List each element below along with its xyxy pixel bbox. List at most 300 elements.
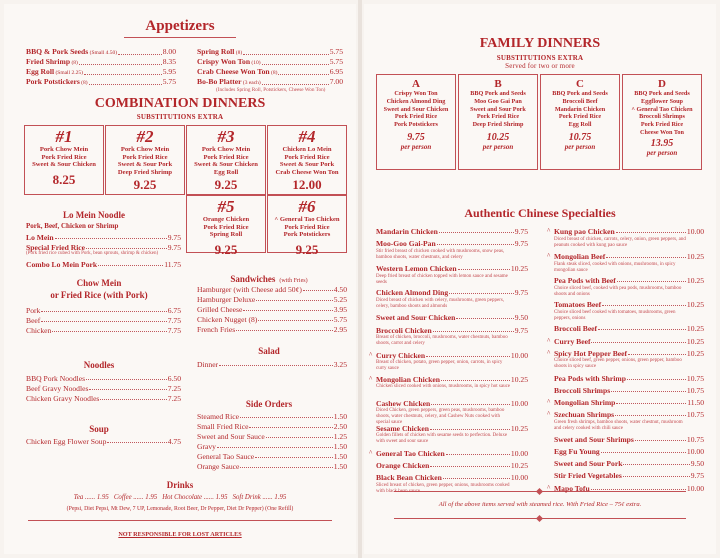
chowmein-subtitle: or Fried Rice (with Pork): [50, 290, 148, 300]
leader-dots: [611, 386, 686, 392]
specialty-item: [554, 300, 704, 309]
item-name: Hamburger Deluxe: [197, 295, 256, 304]
specialty-description: Stir fried breast of chicken cooked with mushrooms, snow peas, bamboo shoots, water chestnuts, and celery: [376, 248, 505, 260]
item-price: 1.50: [333, 442, 347, 451]
drinks-line: Tea ...... 1.95 Coffee ...... 1.95 Hot Chocolate ...... 1.95 Soft Drink ...... 1.95: [73, 494, 287, 501]
specialty-description: Choice sliced beef, green pepper, onions, green pepper, bamboo shoots in spicy sauce: [554, 358, 682, 370]
sandwich-item: [197, 305, 347, 314]
appetizers-title: Appetizers: [145, 18, 215, 34]
specialty-item: [554, 484, 704, 493]
spicy-mark-icon: ^: [547, 348, 551, 357]
leader-dots: [616, 227, 686, 233]
specialty-item: [554, 459, 704, 468]
specialty-description: Diced breast of chicken with celery, mushrooms, green peppers, celery, bamboo shoots and almonds: [376, 297, 505, 309]
leader-dots: [240, 462, 332, 468]
item-price: 5.75: [162, 77, 176, 86]
item-price: 4.50: [333, 285, 347, 294]
leader-dots: [627, 374, 686, 380]
appetizer-item: [197, 77, 343, 88]
combo-item: Chicken Lo Mein: [282, 146, 332, 153]
family-dinners-title: FAMILY DINNERS: [479, 36, 601, 51]
item-price: 10.00: [510, 449, 528, 458]
left-menu-page: [4, 4, 356, 554]
specialties-footer: All of the above items served with steamed rice. With Fried Rice – 75¢ extra.: [438, 501, 642, 508]
family-per-person: per person: [646, 148, 678, 157]
leader-dots: [98, 260, 163, 266]
leader-dots: [426, 351, 510, 357]
family-price: 10.75: [568, 131, 592, 143]
family-per-person: per person: [482, 142, 514, 151]
spicy-mark-icon: ^: [369, 350, 373, 359]
item-price: 7.25: [167, 394, 181, 403]
item-price: 5.75: [329, 57, 343, 66]
item-name: Hamburger (with Cheese add 50¢): [197, 285, 302, 294]
leader-dots: [431, 399, 510, 405]
item-name: Crab Cheese Won Ton (8): [197, 67, 278, 76]
item-price: 9.75: [514, 239, 528, 249]
specialty-item: [554, 471, 704, 480]
combo-item: Orange Chicken: [202, 216, 250, 223]
specialty-item: [554, 324, 704, 333]
leader-dots: [446, 449, 510, 455]
leader-dots: [443, 473, 510, 479]
item-price: 8.35: [162, 57, 176, 66]
item-price: 9.75: [514, 288, 528, 298]
item-price: 1.50: [333, 412, 347, 421]
spicy-mark-icon: ^: [547, 483, 551, 492]
salad-title: Salad: [258, 346, 280, 356]
item-price: 2.50: [333, 422, 347, 431]
leader-dots: [430, 424, 510, 430]
combo-item: Pork Chow Mein: [39, 146, 89, 153]
item-price: 10.75: [686, 410, 704, 419]
leader-dots: [240, 412, 333, 418]
item-name: Mongolian Beef: [554, 252, 606, 262]
family-item: Pork Fried Rice: [476, 113, 520, 121]
side-order-item: [197, 432, 347, 441]
combo-price: 9.25: [133, 177, 157, 193]
item-name: Moo-Goo Gai-Pan: [376, 239, 436, 249]
leader-dots: [437, 239, 514, 245]
item-name: Black Bean Chicken: [376, 473, 442, 483]
family-item: Sweet and Sour Chicken: [383, 105, 449, 113]
spicy-mark-icon: ^: [547, 252, 551, 261]
specialty-description: Chicken sliced cooked with onions, mushrooms, in spicy hot sauce: [376, 384, 511, 390]
combo-item: Pork Fried Rice: [122, 153, 168, 161]
salad-item: [197, 360, 347, 369]
combo-item: Pork Potstickers: [283, 231, 331, 239]
combo-price: 9.25: [295, 241, 319, 257]
family-item: Broccoli Shrimps: [639, 113, 685, 121]
page-fold: [358, 0, 362, 558]
specialty-item: [554, 252, 704, 261]
item-name: Sweet and Sour Shrimps: [554, 435, 634, 445]
leader-dots: [591, 484, 686, 490]
leader-dots: [249, 422, 332, 428]
leader-dots: [256, 295, 332, 301]
family-per-person: per person: [564, 142, 596, 151]
leader-dots: [266, 432, 333, 438]
leader-dots: [616, 398, 686, 404]
combo-price: 12.00: [292, 177, 322, 193]
leader-dots: [100, 394, 166, 400]
item-price: 9.75: [167, 233, 181, 242]
item-name: Kung pao Chicken: [554, 227, 615, 236]
item-price: 10.00: [686, 447, 704, 457]
leader-dots: [258, 315, 332, 321]
family-item: Pork Fried Rice: [558, 113, 602, 121]
family-dinner-box: [540, 74, 620, 170]
item-price: 10.25: [686, 348, 704, 358]
drinks-note: (Pepsi, Diet Pepsi, Mt Dew, 7 UP, Lemonade, Root Beer, Dr Pepper, Diet Dr Pepper) (One Refill): [66, 506, 294, 512]
item-price: 5.95: [162, 67, 176, 76]
leader-dots: [303, 285, 333, 291]
specialty-item: [376, 375, 528, 384]
specialty-description: Diced breast of chicken, carrots, celery, onion, green peppers, and peanuts cooked with kung pao sauce: [554, 236, 686, 248]
item-name: BBQ & Pork Seeds (Small 4.50): [26, 47, 118, 56]
leader-dots: [219, 360, 333, 366]
appetizers-underline: [124, 37, 236, 38]
family-item: Pork Fried Rice: [394, 113, 438, 121]
item-price: 7.00: [329, 77, 343, 86]
noodle-item: [26, 394, 181, 403]
family-dinner-box: [458, 74, 538, 170]
leader-dots: [602, 300, 686, 306]
item-price: 3.25: [333, 360, 347, 369]
item-name: Spicy Hot Pepper Beef: [554, 348, 628, 358]
item-price: 5.75: [333, 315, 347, 324]
item-name: Bo-Bo Platter (3 each): [197, 77, 261, 86]
item-name: Western Lemon Chicken: [376, 264, 457, 274]
item-price: 10.75: [686, 385, 704, 395]
item-price: 6.50: [167, 374, 181, 383]
specialty-item: [554, 349, 704, 358]
item-price: 4.75: [167, 437, 181, 446]
combo-item: Pork Chow Mein: [120, 146, 170, 153]
combo-number: #5: [217, 197, 235, 216]
family-served-note: Served for two or more: [505, 62, 575, 70]
combo-item: Sweet & Sour Chicken: [32, 161, 96, 169]
leader-dots: [86, 374, 167, 380]
family-subtitle: SUBSTITUTIONS EXTRA: [496, 54, 584, 62]
item-price: 7.75: [167, 326, 181, 335]
leader-dots: [84, 67, 162, 75]
chowmein-item: [26, 306, 181, 315]
leader-dots: [86, 243, 167, 249]
item-price: 10.25: [510, 461, 528, 471]
sandwich-item: [197, 295, 347, 304]
lost-articles-footer: NOT RESPONSIBLE FOR LOST ARTICLES: [118, 531, 242, 538]
specialty-item: [376, 449, 528, 458]
item-price: 6.95: [329, 67, 343, 76]
footer-ornament-bottom: [394, 516, 686, 521]
item-name: Sweet and Sour Pork: [554, 459, 623, 469]
combo-item: Pork Chow Mein: [201, 146, 251, 153]
item-name: Chicken: [26, 326, 52, 335]
specialty-item: [376, 326, 528, 335]
specialty-item: [376, 399, 528, 408]
item-name: Fried Shrimp (8): [26, 57, 78, 66]
spicy-mark-icon: ^: [369, 449, 373, 457]
item-name: Chicken Almond Ding: [376, 288, 449, 298]
specialty-item: [554, 227, 704, 236]
family-item: Pork Fried Rice: [640, 121, 684, 129]
specialty-description: Flank steak sliced, cooked with onions, mushrooms, in spicy mongolian sauce: [554, 261, 676, 273]
item-name: Grilled Cheese: [197, 305, 243, 314]
item-price: 9.50: [690, 459, 704, 469]
item-name: Combo Lo Mein Pork: [26, 260, 98, 269]
lomein-item: [26, 243, 181, 252]
spicy-mark-icon: ^: [547, 410, 551, 418]
item-name: Gravy: [197, 442, 216, 451]
leader-dots: [41, 306, 166, 312]
specialty-description: Choice sliced beef, cooked with pea pods, mushrooms, bamboo shoots and onions: [554, 285, 682, 297]
item-size: (3 each): [241, 80, 261, 86]
combo-number: #3: [217, 127, 235, 146]
leader-dots: [52, 326, 166, 332]
item-price: 8.00: [162, 47, 176, 56]
item-name: Chicken Egg Flower Soup: [26, 437, 107, 446]
leader-dots: [89, 384, 166, 390]
specialty-item: [376, 351, 528, 360]
item-name: Broccoli Beef: [554, 324, 598, 334]
item-name: Pork: [26, 306, 41, 315]
specialty-item: [554, 337, 704, 346]
item-price: 6.75: [167, 306, 181, 315]
leader-dots: [217, 442, 333, 448]
family-letter: D: [658, 78, 666, 90]
item-price: 10.25: [686, 300, 704, 310]
item-name: Spring Roll (8): [197, 47, 243, 56]
item-name: Mongolian Shrimp: [554, 397, 616, 407]
specialty-description: Sliced breast of chicken, green pepper, onions, mushrooms cooked with black bean sauce: [376, 482, 510, 494]
combo-item: Pork Fried Rice: [203, 223, 249, 231]
item-name: Sweet and Sour Chicken: [376, 313, 456, 323]
item-price: 7.25: [167, 384, 181, 393]
leader-dots: [262, 77, 329, 85]
leader-dots: [236, 325, 333, 331]
family-item: Crispy Won Ton: [394, 90, 438, 97]
leader-dots: [628, 349, 686, 355]
specialty-item: [376, 424, 528, 433]
specialty-item: [554, 435, 704, 444]
lomein-item: [26, 233, 181, 242]
combo-item: Pork Fried Rice: [284, 153, 330, 161]
family-item: Moo Goo Gai Pan: [474, 97, 522, 105]
specialty-item: [376, 227, 528, 236]
item-name: Broccoli Chicken: [376, 325, 432, 335]
combo-item: Pork Fried Rice: [41, 153, 87, 161]
leader-dots: [598, 324, 686, 330]
item-name: Szechuan Shrimps: [554, 410, 615, 419]
combo-item: Sweet & Sour Chicken: [194, 161, 258, 169]
spicy-mark-icon: ^: [547, 336, 551, 345]
item-name: Beef Gravy Noodles: [26, 384, 89, 393]
specialty-item: [376, 239, 528, 248]
item-name: Orange Chicken: [376, 461, 430, 471]
side-order-item: [197, 422, 347, 431]
combo-item: Egg Roll: [213, 168, 239, 176]
leader-dots: [439, 227, 514, 233]
specialty-item: [554, 386, 704, 395]
soup-title: Soup: [89, 424, 109, 434]
item-price: 9.50: [514, 313, 528, 323]
side-order-item: [197, 452, 347, 461]
sandwich-item: [197, 285, 347, 294]
item-price: 10.25: [510, 374, 528, 384]
side-order-item: [197, 442, 347, 451]
family-item: BBQ Pork and Seeds: [552, 90, 608, 97]
drinks-title: Drinks: [166, 480, 194, 490]
lomein-subtitle: Pork, Beef, Chicken or Shrimp: [26, 222, 119, 230]
item-price: 10.25: [686, 324, 704, 334]
family-item: Deep Fried Shrimp: [472, 121, 524, 129]
side-order-item: [197, 412, 347, 421]
item-name: Curry Beef: [554, 336, 591, 346]
family-item: BBQ Pork and Seeds: [470, 90, 526, 97]
combo-item: Sweet & Sour Pork: [117, 161, 173, 169]
item-name: Cashew Chicken: [376, 398, 431, 408]
leader-dots: [118, 47, 162, 55]
specialty-item: [376, 473, 528, 482]
item-price: 10.00: [510, 473, 528, 483]
family-letter: A: [412, 78, 420, 90]
item-price: 2.95: [333, 325, 347, 334]
item-size: (10): [250, 60, 261, 66]
combo-price: 9.25: [214, 241, 238, 257]
leader-dots: [456, 313, 513, 319]
chowmein-title: Chow Mein: [76, 278, 122, 288]
specialty-item: [554, 276, 704, 285]
item-price: 10.75: [686, 373, 704, 383]
item-name: Dinner: [197, 360, 219, 369]
soup-item: [26, 437, 181, 446]
leader-dots: [243, 305, 332, 311]
item-price: 11.75: [164, 260, 181, 269]
leader-dots: [41, 316, 166, 322]
item-name: Lo Mein: [26, 233, 54, 242]
item-size: (8): [70, 60, 78, 66]
sandwich-item: [197, 315, 347, 324]
specialty-item: [376, 313, 528, 322]
combo-number: #1: [55, 127, 73, 146]
leader-dots: [433, 326, 514, 332]
leader-dots: [449, 288, 514, 294]
bobo-platter-note: (Includes Spring Roll, Potstickers, Cheese Won Ton): [216, 87, 326, 93]
combination-subtitle: SUBSTITUTIONS EXTRA: [136, 113, 224, 121]
specialty-item: [376, 461, 528, 470]
specialty-description: Choice sliced beef cooked with tomatoes, mushrooms, green peppers, onions: [554, 309, 676, 321]
spicy-mark-icon: ^: [547, 227, 551, 235]
item-price: 5.25: [333, 295, 347, 304]
specialty-description: Diced Chicken, green peppers, green peas, mushrooms, bamboo shoots, water chestnuts, celery, and Cashew Nuts cooked with special sauce: [376, 408, 505, 426]
side-orders-title: Side Orders: [245, 399, 293, 409]
item-name: Special Fried Rice: [26, 243, 86, 252]
leader-dots: [591, 337, 685, 343]
item-name: Tomatoes Beef: [554, 300, 602, 310]
appetizer-item: [26, 77, 176, 88]
chowmein-item: [26, 326, 181, 335]
family-item: Broccoli Beef: [562, 97, 598, 105]
leader-dots: [262, 57, 329, 65]
item-name: Small Fried Rice: [197, 422, 249, 431]
chowmein-item: [26, 316, 181, 325]
item-price: 10.25: [686, 252, 704, 262]
item-name: Beef: [26, 316, 41, 325]
item-price: 1.25: [333, 432, 347, 441]
combo-number: #4: [298, 127, 316, 146]
item-name: Steamed Rice: [197, 412, 239, 421]
family-item: ^ General Tao Chicken: [631, 105, 693, 113]
item-price: 5.75: [329, 47, 343, 56]
item-size: (Small 4.50): [88, 50, 118, 56]
item-price: 1.50: [333, 452, 347, 461]
combo-box: [186, 195, 266, 257]
item-price: 9.75: [514, 227, 528, 236]
item-price: 7.75: [167, 316, 181, 325]
family-price: 13.95: [650, 137, 674, 149]
specialty-item: [554, 410, 704, 419]
item-price: 10.00: [510, 398, 528, 408]
specialty-description: Breast of chicken, potato, green pepper, onion, carrots, in spicy curry sauce: [376, 360, 503, 372]
side-order-item: [197, 462, 347, 471]
specialty-item: [554, 398, 704, 407]
combo-item: Deep Fried Shrimp: [117, 168, 173, 176]
item-price: 1.50: [333, 462, 347, 471]
item-name: Sesame Chicken: [376, 423, 429, 433]
family-per-person: per person: [400, 142, 432, 151]
item-price: 10.25: [510, 264, 528, 274]
specialty-item: [554, 374, 704, 383]
leader-dots: [623, 471, 690, 477]
spicy-mark-icon: ^: [369, 374, 373, 383]
family-letter: C: [576, 78, 584, 90]
item-name: Chicken Nugget (8): [197, 315, 258, 324]
specialties-title: Authentic Chinese Specialties: [464, 206, 616, 220]
item-name: Egg Fu Young: [554, 447, 600, 457]
item-price: 9.75: [167, 243, 181, 252]
family-price: 9.75: [407, 131, 425, 143]
leader-dots: [606, 252, 686, 258]
item-name: BBQ Pork Noodles: [26, 374, 86, 383]
specialty-item: [376, 264, 528, 273]
family-item: Egg Roll: [568, 121, 592, 129]
item-size: (Small 2.25): [54, 70, 83, 76]
lomein-title: Lo Mein Noodle: [63, 210, 125, 220]
leader-dots: [243, 47, 329, 55]
combo-item: Pork Fried Rice: [284, 223, 330, 231]
sandwiches-title: Sandwiches: [230, 274, 276, 284]
item-name: Mapo Tofu: [554, 483, 590, 493]
specialty-description: Golden fillets of chicken with sesame seeds to perfection. Deluxe with sweet and sour sauce: [376, 433, 508, 445]
family-item: Sweet and Sour Pork: [470, 105, 526, 113]
family-price: 10.25: [486, 131, 510, 143]
combo-item: ^ General Tao Chicken: [274, 216, 340, 223]
leader-dots: [635, 435, 686, 441]
leader-dots: [278, 67, 328, 75]
leader-dots: [617, 276, 686, 282]
item-name: Pea Pods with Shrimp: [554, 373, 626, 383]
combination-title: COMBINATION DINNERS: [94, 96, 266, 111]
family-letter: B: [494, 78, 502, 90]
item-price: 10.00: [510, 350, 528, 360]
combo-box: [267, 125, 347, 195]
leader-dots: [441, 375, 510, 381]
item-price: 11.50: [687, 397, 704, 407]
family-item: BBQ Pork and Seeds: [634, 90, 690, 97]
combo-box: [24, 125, 104, 195]
leader-dots: [79, 57, 162, 65]
